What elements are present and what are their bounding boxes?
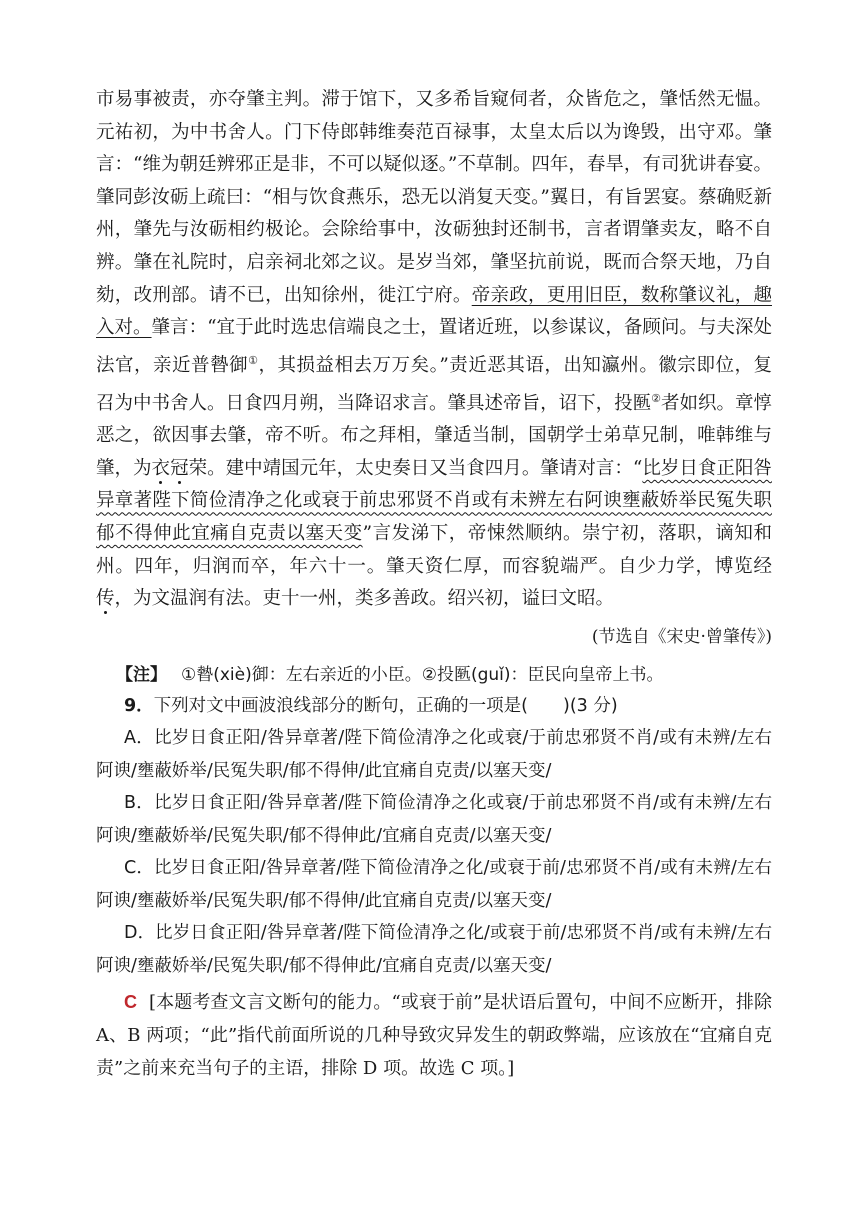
option-c: C．比岁日食正阳/咎异章著/陛下简俭清净之化/或衰于前/忠邪贤不肖/或有未辨/左右阿谀/壅蔽娇举/民冤失职/郁不得伸/此宜痛自克责/以塞天变/ <box>96 858 772 911</box>
passage-segment: ”言发涕下，帝悚然顺纳。崇宁初，落职，谪知和州。四年，归润而卒，年六十一。肇天资仁厚，而容貌端严。自少力学，博览经 <box>96 523 772 577</box>
passage-segment: ，其损益相去万万矣。”责近恶其语，出知瀛州。徽宗即位，复召为中书舍人。日食四月朔，当降诏求言。肇具述帝旨，诏下，投匦 <box>96 354 772 414</box>
dotted-char: 冠 <box>170 457 189 479</box>
passage-segment: 肇言：“宜于此时选忠信端良之士，置诸近班，以参谋议，备顾问。与夫深处法官，亲近普 <box>96 317 772 376</box>
footnote-marker: ② <box>651 391 661 405</box>
passage-segment: 荣。建中靖国元年，太史奏日又当食四月。肇请对言：“ <box>188 457 643 479</box>
answer-block <box>96 986 772 1085</box>
question-stem-text: 下列对文中画波浪线部分的断句，正确的一项是( )(3 分) <box>153 695 618 716</box>
dotted-char: 衣 <box>151 457 171 479</box>
passage-segment: ，为文温润有法。吏十一州，类多善政。绍兴初，谥曰文昭。 <box>114 588 615 610</box>
footnote-marker: ① <box>248 353 259 367</box>
passage-text <box>96 84 772 616</box>
question-number: 9． <box>124 695 154 716</box>
classical-passage <box>96 84 772 616</box>
note-tag: 【注】 <box>116 664 167 685</box>
passage-segment: 暬御 <box>210 354 249 376</box>
source-citation: (节选自《宋史·曾肇传》) <box>591 626 772 647</box>
wavy-underlined-passage: 比岁日食正阳咎异章著陛下简俭清净之化或衰于前忠邪贤不肖或有未辨左右阿谀壅蔽娇举民冤失职郁不得伸此宜痛自克责以塞天变 <box>96 457 772 545</box>
underlined-sentence: 帝亲政，更用旧臣，数称肇议礼，趣入对。 <box>96 284 772 339</box>
annotation-note <box>96 660 772 690</box>
question-stem <box>96 690 772 723</box>
passage-segment: 市易事被责，亦夺肇主判。滞于馆下，又多希旨窥伺者，众皆危之，肇恬然无愠。元祐初，为中书舍人。门下侍郎韩维奏范百禄事，太皇太后以为谗毁，出守邓。肇言：“维为朝廷辨邪正是非，不可以疑似逐。”不草制。四年，春旱，有司犹讲春宴。肇同彭汝砺上疏曰：“相与饮食燕乐，恐无以消复天变。”翼日，有旨罢宴。蔡确贬新州，肇先与汝砺相约极论。会除给事中，汝砺独封还制书，言者谓肇卖友，略不自辨。肇在礼院时，启亲祠北郊之议。是岁当郊，肇坚抗前说，既而合祭天地，乃自劾，改刑部。请不已，出知徐州，徙江宁府。 <box>96 89 772 306</box>
option-b: B．比岁日食正阳/咎异章著/陛下简俭清净之化或衰/于前忠邪贤不肖/或有未辨/左右阿谀/壅蔽娇举/民冤失职/郁不得伸此/宜痛自克责/以塞天变/ <box>96 793 772 846</box>
dotted-char: 传 <box>96 588 115 610</box>
note-text: ①暬(xiè)御：左右亲近的小臣。②投匦(guǐ)：臣民向皇帝上书。 <box>181 664 664 685</box>
option-d: D．比岁日食正阳/咎异章著/陛下简俭清净之化/或衰于前/忠邪贤不肖/或有未辨/左右阿谀/壅蔽娇举/民冤失职/郁不得伸此/宜痛自克责/以塞天变/ <box>96 923 772 976</box>
question-9 <box>96 690 772 983</box>
answer-letter: C <box>124 992 137 1013</box>
answer-explanation: [本题考查文言文断句的能力。“或衰于前”是状语后置句，中间不应断开，排除 A、B 两项；“此”指代前面所说的几种导致灾异发生的朝政弊端，应该放在“宜痛自克责”之前来充当句子的主语，排除 D 项。故选 C 项。] <box>96 992 772 1080</box>
option-a: A．比岁日食正阳/咎异章著/陛下简俭清净之化或衰/于前忠邪贤不肖/或有未辨/左右阿谀/壅蔽娇举/民冤失职/郁不得伸/此宜痛自克责/以塞天变/ <box>96 728 772 781</box>
passage-segment: 者如织。章惇恶之，欲因事去肇，帝不听。布之拜相，肇适当制，国朝学士弟草兄制，唯韩维与肇，为 <box>96 392 772 479</box>
